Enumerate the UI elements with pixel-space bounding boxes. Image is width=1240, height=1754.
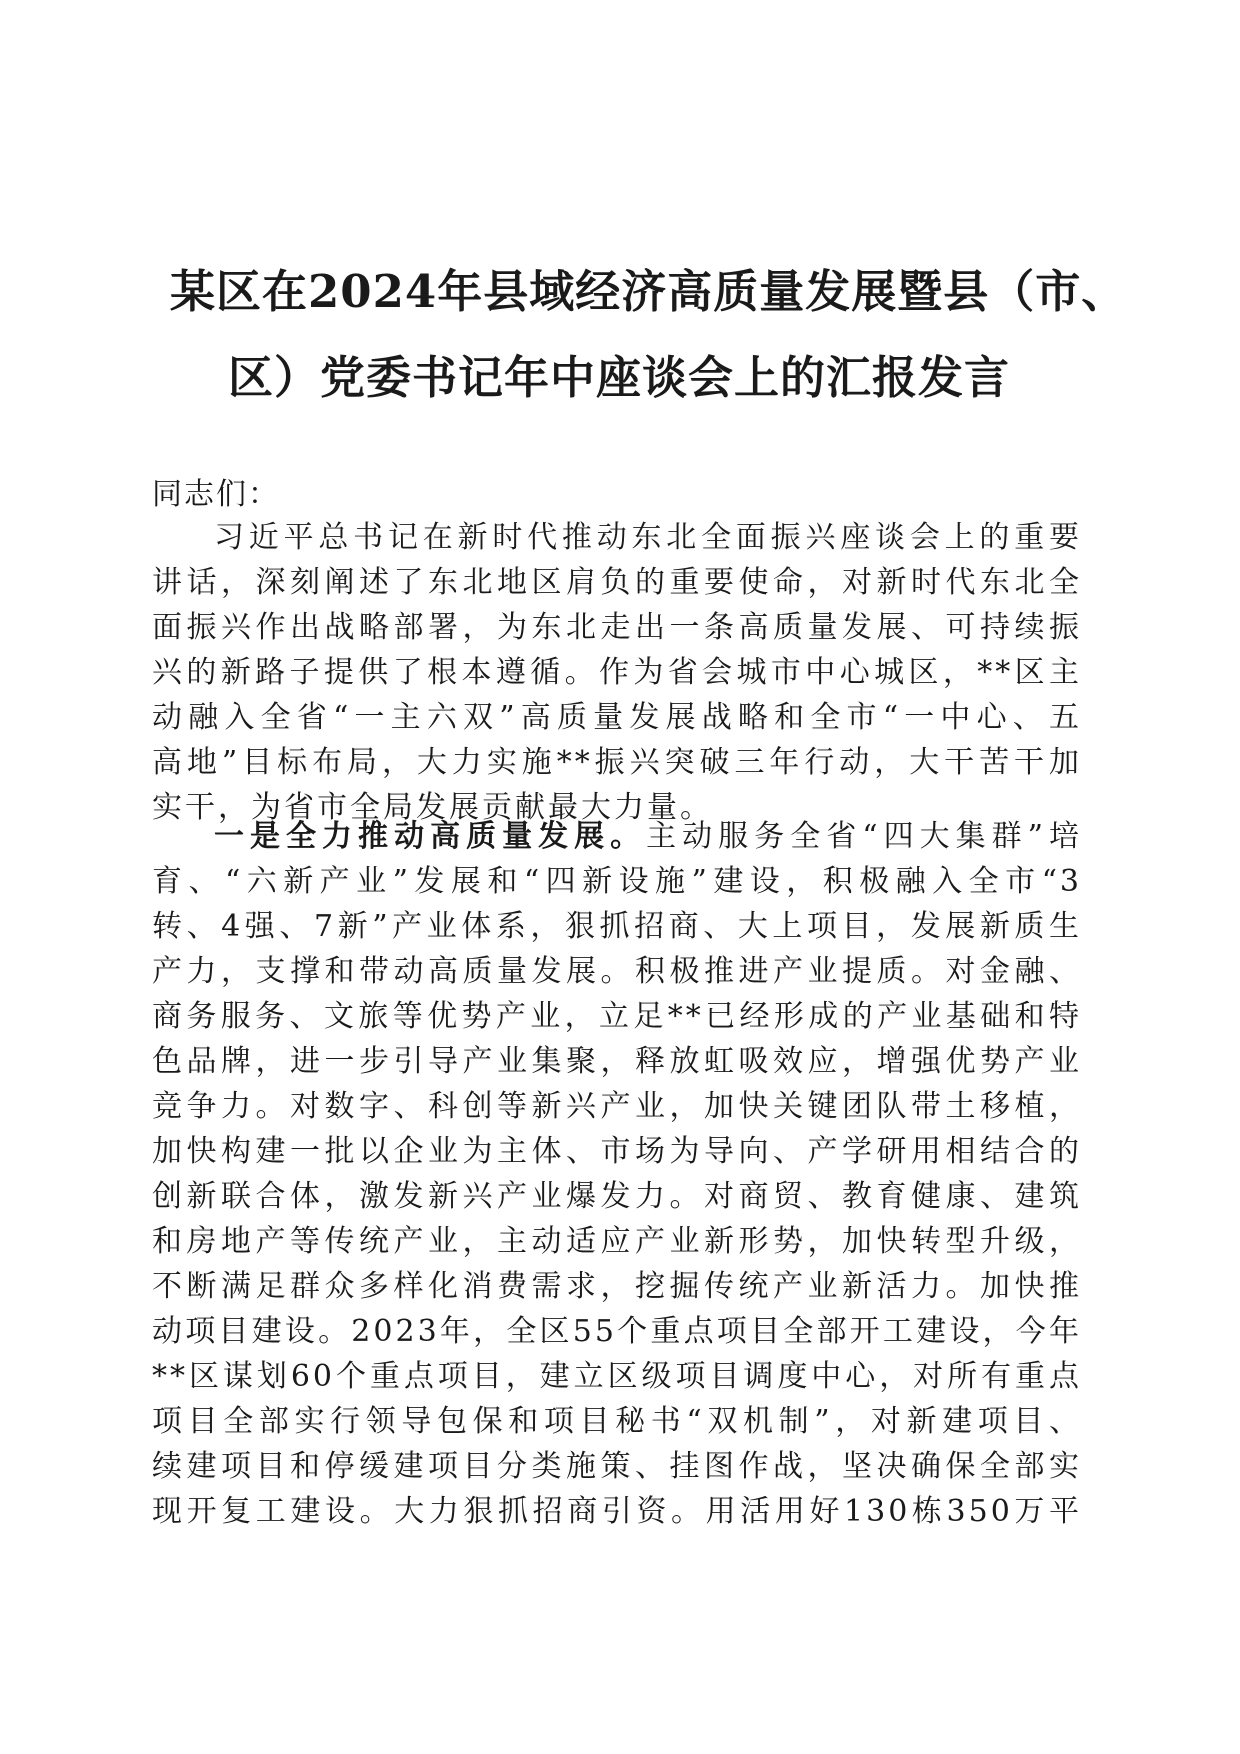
paragraph-2-line: 创新联合体，激发新兴产业爆发力。对商贸、教育健康、建筑	[152, 1179, 1082, 1214]
paragraph-1-line: 面振兴作出战略部署，为东北走出一条高质量发展、可持续振	[152, 610, 1082, 645]
paragraph-2-line: 产力，支撑和带动高质量发展。积极推进产业提质。对金融、	[152, 954, 1082, 989]
paragraph-2	[152, 814, 1082, 1534]
paragraph-2-line: 转、4强、7新”产业体系，狠抓招商、大上项目，发展新质生	[152, 909, 1082, 944]
paragraph-2-line: 动项目建设。2023年，全区55个重点项目全部开工建设，今年	[152, 1314, 1082, 1349]
paragraph-2-line: 现开复工建设。大力狠抓招商引资。用活用好130栋350万平	[152, 1494, 1082, 1529]
paragraph-1-line: 高地”目标布局，大力实施**振兴突破三年行动，大干苦干加	[152, 745, 1082, 780]
document-title-line-1: 某区在2024年县域经济高质量发展暨县（市、	[170, 265, 1128, 318]
paragraph-1-line: 兴的新路子提供了根本遵循。作为省会城市中心城区，**区主	[152, 655, 1082, 690]
paragraph-2-line: 色品牌，进一步引导产业集聚，释放虹吸效应，增强优势产业	[152, 1044, 1082, 1079]
paragraph-2-line: 和房地产等传统产业，主动适应产业新形势，加快转型升级，	[152, 1224, 1082, 1259]
paragraph-1	[152, 515, 1082, 830]
paragraph-2-line: 续建项目和停缓建项目分类施策、挂图作战，坚决确保全部实	[152, 1449, 1082, 1484]
paragraph-2-line: 项目全部实行领导包保和项目秘书“双机制”，对新建项目、	[152, 1404, 1082, 1439]
paragraph-2-line: 商务服务、文旅等优势产业，立足**已经形成的产业基础和特	[152, 999, 1082, 1034]
paragraph-2-first-line-rest: 主动服务全省“四大集群”培	[646, 819, 1082, 854]
paragraph-2-first-line	[152, 814, 1082, 859]
paragraph-1-line: 习近平总书记在新时代推动东北全面振兴座谈会上的重要	[214, 520, 1082, 555]
paragraph-1-line: 实干，为省市全局发展贡献最大力量。	[152, 790, 713, 825]
document-title-line-2: 区）党委书记年中座谈会上的汇报发言	[228, 351, 1011, 404]
paragraph-2-line: 不断满足群众多样化消费需求，挖掘传统产业新活力。加快推	[152, 1269, 1082, 1304]
salutation: 同志们：	[152, 477, 280, 512]
paragraph-1-line: 动融入全省“一主六双”高质量发展战略和全市“一中心、五	[152, 700, 1082, 735]
paragraph-2-line: 育、“六新产业”发展和“四新设施”建设，积极融入全市“3	[152, 864, 1082, 899]
paragraph-2-heading: 一是全力推动高质量发展。	[214, 819, 647, 854]
paragraph-2-line: **区谋划60个重点项目，建立区级项目调度中心，对所有重点	[152, 1359, 1082, 1394]
paragraph-1-line: 讲话，深刻阐述了东北地区肩负的重要使命，对新时代东北全	[152, 565, 1082, 600]
paragraph-2-line: 竞争力。对数字、科创等新兴产业，加快关键团队带土移植，	[152, 1089, 1082, 1124]
paragraph-2-line: 加快构建一批以企业为主体、市场为导向、产学研用相结合的	[152, 1134, 1082, 1169]
